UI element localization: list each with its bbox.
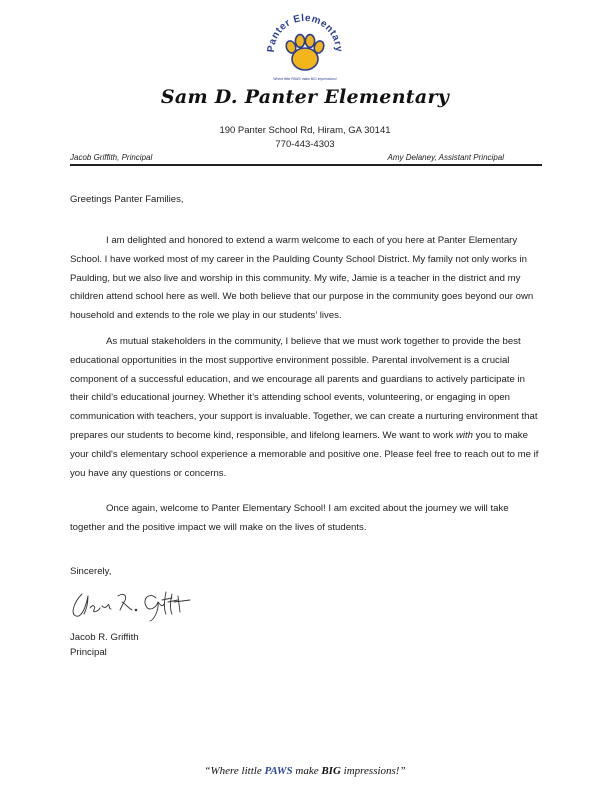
paragraph-2-main: As mutual stakeholders in the community, I believe that we must work together to provide the best educational opportunities in the most supportive environment possible. Parental involvement is a crucial component of a successful education, and we encourage all parents and guardians to actively participate in their child’s educational journey. Whether it’s attending school events, volunteering, or engaging in open communication with teachers, your support is invaluable. Together, we can create a nurturing environment that prepares our students to become kind, responsible, and lifelong learners. <box>70 336 538 441</box>
paragraph-3: Once again, welcome to Panter Elementary School! I am excited about the journey we will take together and the positive impact we will make on the lives of students. <box>70 503 509 533</box>
logo-tagline: Where little PAWS make BIG impressions! <box>273 77 337 81</box>
motto-big: BIG <box>321 765 341 777</box>
school-phone: 770-443-4303 <box>275 139 335 150</box>
paragraph-1: I am delighted and honored to extend a warm welcome to each of you here at Panter Elementary School. I have worked most of my career in the Paulding County School District. My family not only works in Paulding, but we also live and worship in this community. My wife, Jamie is a teacher in the district and my children attend school here as well. We both believe that our purpose in the community goes beyond our own household and extends to the role we play in our students’ lives. <box>70 235 534 322</box>
paragraph-2 <box>70 333 540 483</box>
paragraph-2-tail-before: We want to work <box>382 429 456 441</box>
paragraph-2-emphasis: with <box>455 429 473 441</box>
school-address: 190 Panter School Rd, Hiram, GA 30141 <box>219 125 391 136</box>
greeting: Greetings Panter Families, <box>70 194 184 205</box>
principal-name: Jacob Griffith, Principal <box>70 153 153 162</box>
signer-title: Principal <box>70 647 107 658</box>
motto-close: impressions!” <box>340 765 406 777</box>
signer-name: Jacob R. Griffith <box>70 632 139 643</box>
handwritten-signature <box>66 588 194 622</box>
motto-mid: make <box>292 765 322 777</box>
assistant-principal-name: Amy Delaney, Assistant Principal <box>387 153 504 162</box>
motto-open: “Where little <box>204 765 265 777</box>
motto-paws: PAWS <box>264 765 293 777</box>
closing: Sincerely, <box>70 566 112 577</box>
paragraph-2-tail-after: you to make your child's elementary school experience a memorable and positive one. Please feel free to reach out to me if you have any questions or concerns. <box>70 429 539 479</box>
school-logo <box>260 4 350 94</box>
logo-arc-text: Panter Elementary <box>265 12 345 53</box>
school-name: Sam D. Panter Elementary <box>160 86 450 108</box>
header-divider <box>70 164 542 166</box>
footer-motto <box>0 765 610 777</box>
